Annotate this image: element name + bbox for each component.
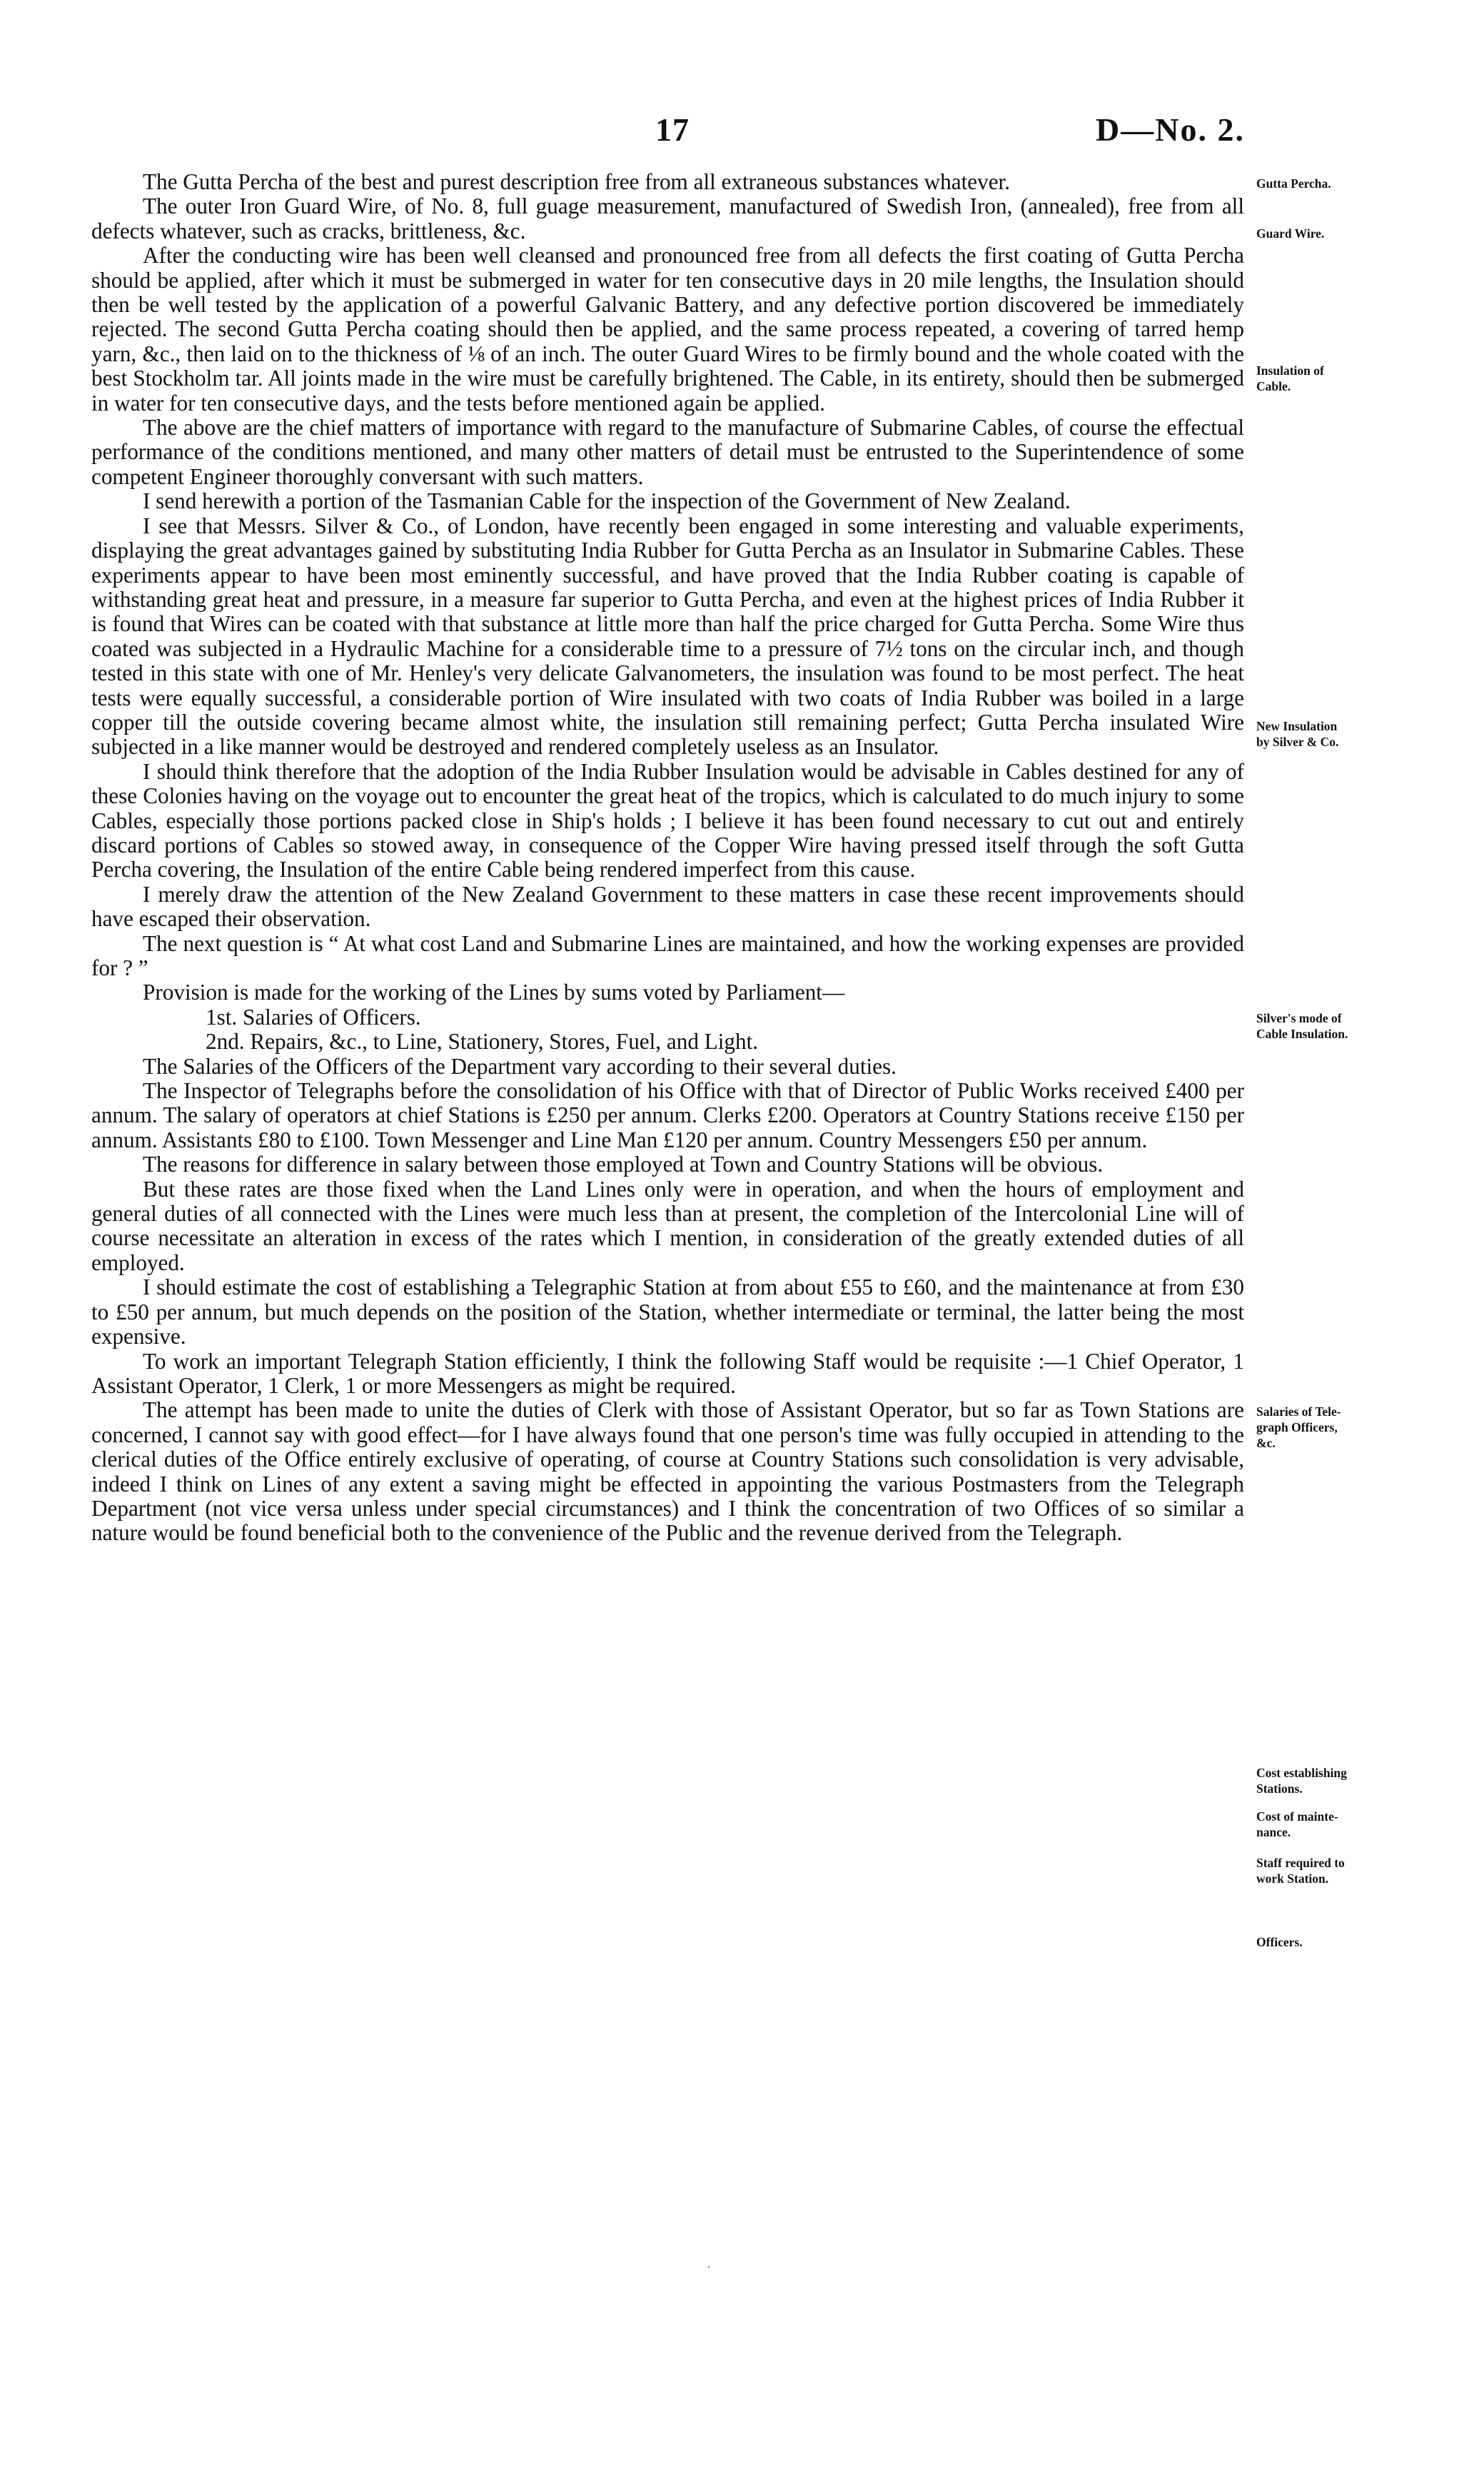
list-item-repairs: 2nd. Repairs, &c., to Line, Stationery, Stores, Fuel, and Light. <box>206 1029 759 1055</box>
margin-note-officers: Officers. <box>1256 1935 1303 1949</box>
margin-note-gutta-percha: Gutta Percha. <box>1256 176 1331 191</box>
margin-note-silver-mode: Silver's mode of Cable Insulation. <box>1256 1011 1348 1041</box>
paragraph-inspector-salary: The Inspector of Telegraphs before the consolidation of his Office with that of Director of Public Works received £400 per annum. The salary of operators at chief Stations is £250 per annum. Clerks £200. Operators at Country Stations receive £150 per annum. Assistants £80 to £100. Town Messenger and Line Man £120 per annum. Country Messengers £50 per annum. <box>91 1078 1244 1152</box>
list-item-salaries: 1st. Salaries of Officers. <box>206 1004 421 1030</box>
paragraph-tasmanian-cable: I send herewith a portion of the Tasmanian Cable for the inspection of the Government of New Zealand. <box>143 488 1071 514</box>
margin-note-staff-required: Staff required to work Station. <box>1256 1856 1345 1886</box>
footer-mark: · <box>707 2260 711 2274</box>
paragraph-rates: But these rates are those fixed when the Land Lines only were in operation, and when the hours of employment and general duties of all connected with the Lines were much less than at present, the completion of the Intercolonial Line will of course necessitate an alteration in excess of the rates which I mention, in consideration of the greatly extended duties of all employed. <box>91 1176 1244 1275</box>
margin-note-guard-wire: Guard Wire. <box>1256 226 1325 241</box>
paragraph-staff: To work an important Telegraph Station efficiently, I think the following Staff would be requisite :—1 Chief Operator, 1 Assistant Operator, 1 Clerk, 1 or more Messengers as might be required. <box>91 1348 1244 1398</box>
margin-note-cost-maintenance: Cost of mainte- nance. <box>1256 1809 1338 1839</box>
paragraph-guard-wire: The outer Iron Guard Wire, of No. 8, full guage measurement, manufactured of Swedish Iron, (annealed), free from all defects whatever, such as cracks, brittleness, &c. <box>91 193 1244 243</box>
margin-note-cost-establishing: Cost establishing Stations. <box>1256 1766 1347 1796</box>
paragraph-provision: Provision is made for the working of the Lines by sums voted by Parliament— <box>143 980 845 1005</box>
paragraph-salaries-vary: The Salaries of the Officers of the Department vary according to their several duties. <box>143 1053 897 1079</box>
page-number: 17 <box>655 111 690 148</box>
paragraph-station-cost: I should estimate the cost of establishing a Telegraphic Station at from about £55 to £60, and the maintenance at from £30 to £50 per annum, but much depends on the position of the Station, whether intermediate or terminal, the latter being the most expensive. <box>91 1274 1244 1349</box>
paragraph-salary-reasons: The reasons for difference in salary between those employed at Town and Country Stations will be obvious. <box>143 1152 1104 1177</box>
body-text <box>91 170 1244 1546</box>
document-reference: D—No. 2. <box>1096 111 1245 148</box>
margin-note-insulation-of-cable: Insulation of Cable. <box>1256 363 1324 393</box>
margin-note-new-insulation: New Insulation by Silver & Co. <box>1256 719 1339 749</box>
margin-note-salaries: Salaries of Tele- graph Officers, &c. <box>1256 1404 1341 1450</box>
paragraph-insulation: After the conducting wire has been well cleansed and pronounced free from all defects the first coating of Gutta Percha should be applied, after which it must be submerged in water for ten consecutive days in 20 mile lengths, the Insulation should then be well tested by the application of a powerful Galvanic Battery, and any defective portion discovered be immediately rejected. The second Gutta Percha coating should then be applied, and the same process repeated, a covering of tarred hemp yarn, &c., then laid on to the thickness of ⅛ of an inch. The outer Guard Wires to be firmly bound and the whole coated with the best Stockholm tar. All joints made in the wire must be carefully brightened. The Cable, in its entirety, should then be submerged in water for ten consecutive days, and the tests before mentioned again be applied. <box>91 243 1244 416</box>
paragraph-gutta-percha: The Gutta Percha of the best and purest description free from all extraneous substances whatever. <box>143 169 1011 194</box>
paragraph-silver-experiments: I see that Messrs. Silver & Co., of London, have recently been engaged in some interesting and valuable experiments, displaying the great advantages gained by substituting India Rubber for Gutta Percha as an Insulator in Submarine Cables. These experiments appear to have been most eminently successful, and have proved that the India Rubber coating is capable of withstanding great heat and pressure, in a measure far superior to Gutta Percha, and even at the highest prices of India Rubber it is found that Wires can be coated with that substance at little more than half the price charged for Gutta Percha. Some Wire thus coated was subjected in a Hydraulic Machine for a considerable time to a pressure of 7½ tons on the circular inch, and though tested in this state with one of Mr. Henley's very delicate Galvanometers, the insulation was found to be most perfect. The heat tests were equally successful, a considerable portion of Wire insulated with two coats of India Rubber was boiled in a large copper till the outside covering became almost white, the insulation still remaining perfect; Gutta Percha insulated Wire subjected in a like manner would be destroyed and rendered completely useless as an Insulator. <box>91 513 1244 760</box>
paragraph-next-question: The next question is “ At what cost Land and Submarine Lines are maintained, and how the working expenses are provided for ? ” <box>91 930 1244 980</box>
paragraph-attention: I merely draw the attention of the New Zealand Government to these matters in case these recent improvements should have escaped their observation. <box>91 881 1244 932</box>
paragraph-manufacture: The above are the chief matters of importance with regard to the manufacture of Submarine Cables, of course the effectual performance of the conditions mentioned, and many other matters of detail must be entrusted to the Superintendence of some competent Engineer thoroughly conversant with such matters. <box>91 415 1244 489</box>
paragraph-india-rubber-advice: I should think therefore that the adoption of the India Rubber Insulation would be advisable in Cables destined for any of these Colonies having on the voyage out to encounter the great heat of the tropics, which is calculated to do much injury to some Cables, especially those portions packed close in Ship's holds ; I believe it has been found necessary to cut out and entirely discard portions of Cables so stowed away, in consequence of the Copper Wire having pressed itself through the soft Gutta Percha covering, the Insulation of the entire Cable being rendered imperfect from this cause. <box>91 758 1244 883</box>
paragraph-clerk-duties: The attempt has been made to unite the duties of Clerk with those of Assistant Operator, but so far as Town Stations are concerned, I cannot say with good effect—for I have always found that one person's time was fully occupied in attending to the clerical duties of the Office entirely exclusive of operating, of course at Country Stations such consolidation is very advisable, indeed I think on Lines of any extent a saving might be effected in appointing the various Postmasters from the Telegraph Department (not vice versa unless under special circumstances) and I think the concentration of two Offices of so similar a nature would be found beneficial both to the convenience of the Public and the revenue derived from the Telegraph. <box>91 1397 1244 1546</box>
